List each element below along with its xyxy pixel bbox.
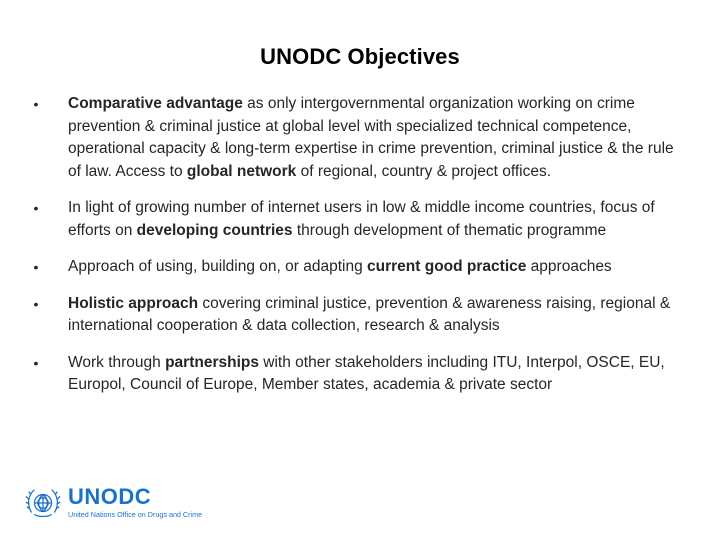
objectives-list (30, 93, 690, 397)
emphasis-text: Holistic approach (68, 294, 199, 312)
objective-text (68, 258, 612, 275)
body-text: of regional, country & project offices. (296, 162, 552, 180)
emphasis-text: Comparative advantage (68, 95, 243, 112)
emphasis-text: global network (186, 162, 297, 180)
objective-text (68, 354, 665, 394)
objective-text (68, 295, 670, 335)
slide-title: UNODC Objectives (260, 44, 460, 69)
body-text: covering criminal justice, prevention & awareness raising, regional & international cooperation & data collection, research & analysis (68, 294, 671, 334)
unodc-logo (24, 484, 224, 524)
bullet-dot: • (33, 259, 39, 275)
body-text: In light of growing number of internet users in low & middle income countries, focus of efforts on (68, 199, 655, 239)
objective-item (30, 256, 690, 279)
bullet-dot: • (33, 354, 39, 371)
body-text: Work through (68, 353, 166, 371)
bullet-dot: • (33, 96, 39, 112)
emphasis-text: partnerships (165, 353, 259, 371)
objective-text (68, 199, 655, 239)
un-emblem-icon (24, 484, 62, 522)
logo-wordmark: UNODC (68, 484, 152, 509)
bullet-dot: • (33, 295, 39, 312)
body-text: as only intergovernmental organization working on crime prevention & criminal justice at global level with specialized technical competence, operational capacity & long-term expertise in crime prevention, criminal justice & the rule of law. Access to (68, 95, 674, 180)
objective-item (30, 197, 690, 242)
body-text: approaches (526, 258, 612, 275)
objective-item (30, 93, 690, 183)
objective-item (30, 293, 690, 338)
bullet-dot: • (33, 200, 39, 216)
objective-text (68, 95, 674, 180)
logo-subtitle: United Nations Office on Drugs and Crime (68, 510, 203, 519)
body-text: Approach of using, building on, or adapting (68, 258, 368, 275)
objective-item (30, 352, 690, 397)
emphasis-text: current good practice (367, 258, 527, 275)
emphasis-text: developing countries (136, 221, 293, 239)
body-text: with other stakeholders including ITU, Interpol, OSCE, EU, Europol, Council of Europe, Member states, academia & private sector (68, 353, 665, 393)
body-text: through development of thematic programme (292, 221, 607, 239)
